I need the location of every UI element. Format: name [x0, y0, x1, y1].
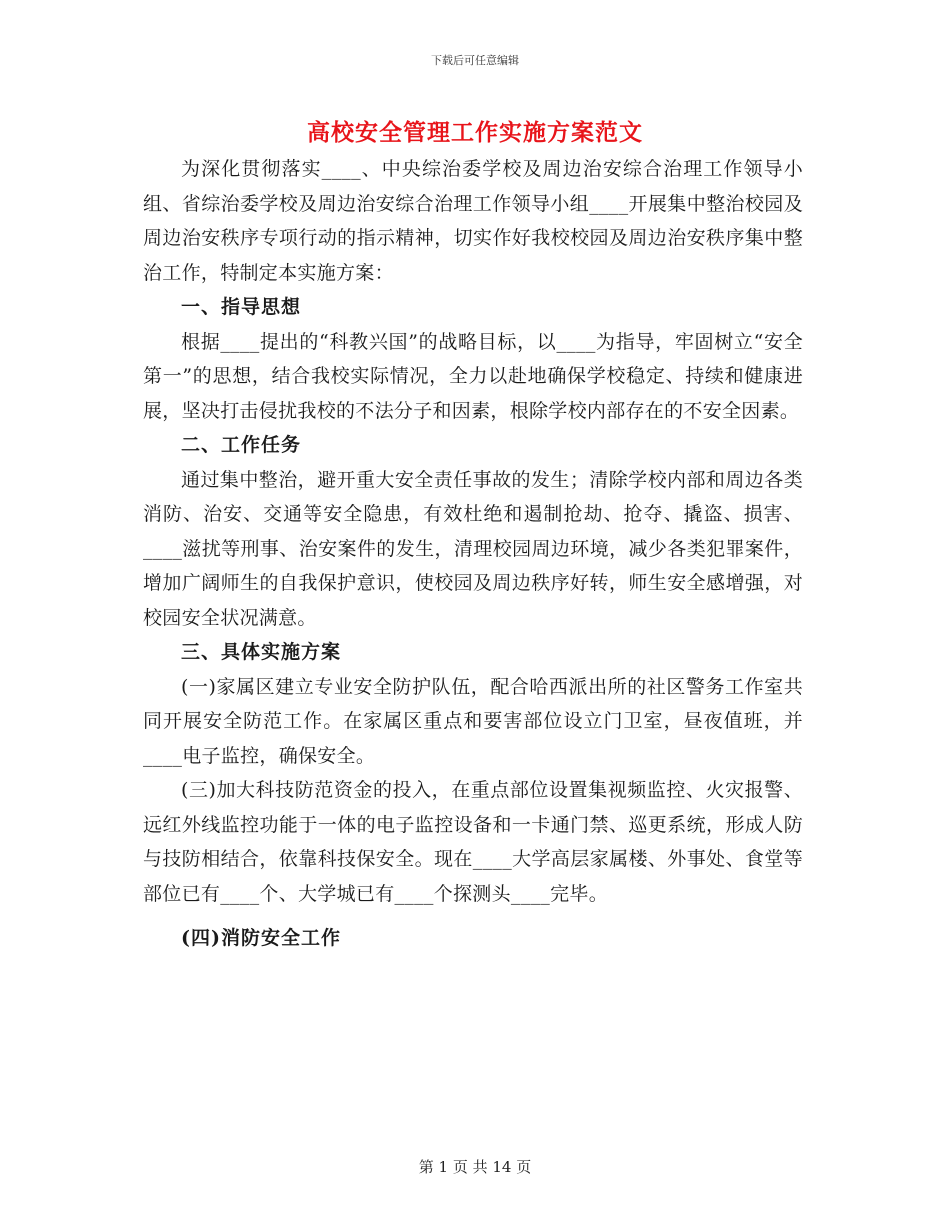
- document-body: [143, 152, 803, 956]
- intro-paragraph: 为深化贯彻落实____、中央综治委学校及周边治安综合治理工作领导小组、省综治委学校及周边治安综合治理工作领导小组____开展集中整治校园及周边治安秩序专项行动的指示精神，切实作好我校校园及周边治安秩序集中整治工作，特制定本实施方案：: [143, 158, 803, 284]
- section-heading-guiding-ideology: 一、指导思想: [181, 296, 302, 318]
- plan-item-family-area: (一)家属区建立专业安全防护队伍，配合哈西派出所的社区警务工作室共同开展安全防范工作。在家属区重点和要害部位设立门卫室，昼夜值班，并____电子监控，确保安全。: [143, 675, 803, 767]
- section-heading-implementation-plan: 三、具体实施方案: [181, 641, 342, 663]
- section-body-work-tasks: 通过集中整治，避开重大安全责任事故的发生；清除学校内部和周边各类消防、治安、交通等安全隐患，有效杜绝和遏制抢劫、抢夺、撬盗、损害、____滋扰等刑事、治安案件的发生，清理校园周边环境，减少各类犯罪案件，增加广阔师生的自我保护意识，使校园及周边秩序好转，师生安全感增强，对校园安全状况满意。: [143, 468, 803, 629]
- page-number-footer: 第 1 页 共 14 页: [418, 1158, 532, 1176]
- document-title: 高校安全管理工作实施方案范文: [307, 119, 643, 146]
- section-heading-work-tasks: 二、工作任务: [181, 434, 302, 456]
- header-note: 下载后可任意编辑: [431, 54, 519, 67]
- plan-item-tech-prevention: (三)加大科技防范资金的投入，在重点部位设置集视频监控、火灾报警、远红外线监控功能于一体的电子监控设备和一卡通门禁、巡更系统，形成人防与技防相结合，依靠科技保安全。现在____大学高层家属楼、外事处、食堂等部位已有____个、大学城已有____个探测头____完毕。: [143, 779, 803, 905]
- section-heading-fire-safety: (四)消防安全工作: [181, 927, 341, 949]
- section-body-guiding-ideology: 根据____提出的“科教兴国”的战略目标，以____为指导，牢固树立“安全第一”的思想，结合我校实际情况，全力以赴地确保学校稳定、持续和健康进展，坚决打击侵扰我校的不法分子和因素，根除学校内部存在的不安全因素。: [143, 330, 803, 422]
